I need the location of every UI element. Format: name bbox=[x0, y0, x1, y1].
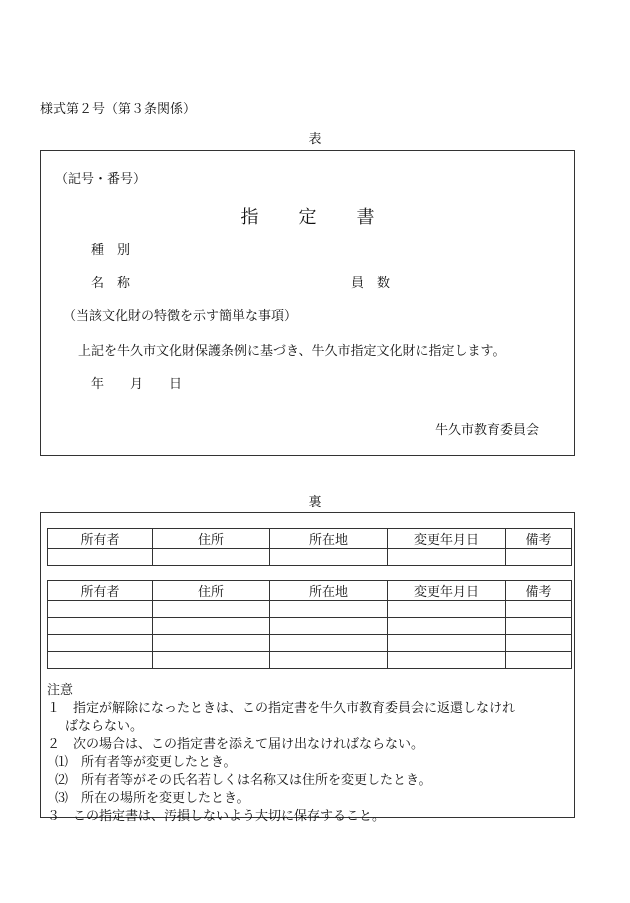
title-char: 定 bbox=[298, 207, 317, 228]
date-year: 年 bbox=[91, 377, 105, 392]
column-address: 住所 bbox=[153, 529, 270, 549]
date-month: 月 bbox=[130, 377, 144, 392]
name-label bbox=[91, 272, 130, 291]
certificate-title bbox=[41, 203, 574, 229]
column-change-date: 変更年月日 bbox=[388, 581, 506, 601]
notes-section bbox=[47, 682, 515, 826]
notes-title: 注意 bbox=[47, 683, 74, 698]
table-row bbox=[48, 601, 572, 618]
note-item-1: １ 指定が解除になったときは、この指定書を牛久市教育委員会に返還しなけれ bbox=[47, 701, 516, 716]
issuer-name: 牛久市教育委員会 bbox=[434, 423, 539, 438]
note-item-2: ２ 次の場合は、この指定書を添えて届け出なければならない。 bbox=[47, 737, 425, 752]
count-char: 員 bbox=[351, 276, 365, 291]
table-row bbox=[48, 652, 572, 669]
table-cell[interactable] bbox=[388, 618, 506, 635]
table-cell[interactable] bbox=[270, 601, 388, 618]
kind-char: 種 bbox=[91, 243, 105, 258]
table-cell[interactable] bbox=[270, 618, 388, 635]
note-sub-item-3: ⑶ 所在の場所を変更したとき。 bbox=[55, 791, 250, 806]
column-change-date: 変更年月日 bbox=[388, 529, 506, 549]
name-char: 称 bbox=[117, 276, 131, 291]
date-day: 日 bbox=[169, 377, 183, 392]
table-cell[interactable] bbox=[506, 635, 572, 652]
table-row bbox=[48, 549, 572, 566]
table-header-row bbox=[48, 581, 572, 601]
table-cell[interactable] bbox=[270, 549, 388, 566]
owner-table-2 bbox=[47, 580, 572, 669]
table-cell[interactable] bbox=[388, 601, 506, 618]
table-cell[interactable] bbox=[388, 652, 506, 669]
kind-char: 別 bbox=[117, 243, 131, 258]
table-cell[interactable] bbox=[270, 652, 388, 669]
table-cell[interactable] bbox=[48, 635, 153, 652]
table-cell[interactable] bbox=[153, 549, 270, 566]
note-item-1-continued: ばならない。 bbox=[65, 719, 144, 734]
table-row bbox=[48, 618, 572, 635]
column-location: 所在地 bbox=[270, 581, 388, 601]
table-cell[interactable] bbox=[388, 549, 506, 566]
table-cell[interactable] bbox=[48, 549, 153, 566]
table-cell[interactable] bbox=[153, 652, 270, 669]
front-certificate-box bbox=[40, 150, 575, 456]
table-cell[interactable] bbox=[48, 601, 153, 618]
count-label bbox=[351, 272, 390, 291]
count-char: 数 bbox=[377, 276, 391, 291]
column-location: 所在地 bbox=[270, 529, 388, 549]
code-number-label: （記号・番号） bbox=[55, 172, 147, 187]
table-cell[interactable] bbox=[506, 601, 572, 618]
note-item-3: ３ この指定書は、汚損しないよう大切に保存すること。 bbox=[47, 809, 386, 824]
table-cell[interactable] bbox=[270, 635, 388, 652]
table-header-row bbox=[48, 529, 572, 549]
column-owner: 所有者 bbox=[48, 581, 153, 601]
name-char: 名 bbox=[91, 276, 105, 291]
table-cell[interactable] bbox=[506, 549, 572, 566]
table-cell[interactable] bbox=[48, 652, 153, 669]
table-cell[interactable] bbox=[153, 601, 270, 618]
column-remarks: 備考 bbox=[506, 581, 572, 601]
form-label: 様式第２号（第３条関係） bbox=[40, 102, 197, 117]
back-heading: 裏 bbox=[308, 495, 322, 510]
note-sub-item-2: ⑵ 所有者等がその氏名若しくは名称又は住所を変更したとき。 bbox=[55, 773, 432, 788]
kind-label bbox=[91, 239, 130, 258]
table-cell[interactable] bbox=[48, 618, 153, 635]
date-label bbox=[91, 373, 182, 392]
owner-table-1 bbox=[47, 528, 572, 566]
features-label: （当該文化財の特徴を示す簡単な事項） bbox=[63, 309, 298, 324]
front-heading: 表 bbox=[308, 132, 322, 147]
table-cell[interactable] bbox=[388, 635, 506, 652]
column-address: 住所 bbox=[153, 581, 270, 601]
table-cell[interactable] bbox=[506, 618, 572, 635]
column-remarks: 備考 bbox=[506, 529, 572, 549]
table-cell[interactable] bbox=[153, 635, 270, 652]
back-record-box bbox=[40, 512, 575, 824]
title-char: 書 bbox=[356, 207, 375, 228]
table-cell[interactable] bbox=[506, 652, 572, 669]
designation-statement: 上記を牛久市文化財保護条例に基づき、牛久市指定文化財に指定します。 bbox=[78, 344, 506, 359]
table-row bbox=[48, 635, 572, 652]
title-char: 指 bbox=[240, 207, 259, 228]
column-owner: 所有者 bbox=[48, 529, 153, 549]
table-cell[interactable] bbox=[153, 618, 270, 635]
note-sub-item-1: ⑴ 所有者等が変更したとき。 bbox=[55, 755, 237, 770]
